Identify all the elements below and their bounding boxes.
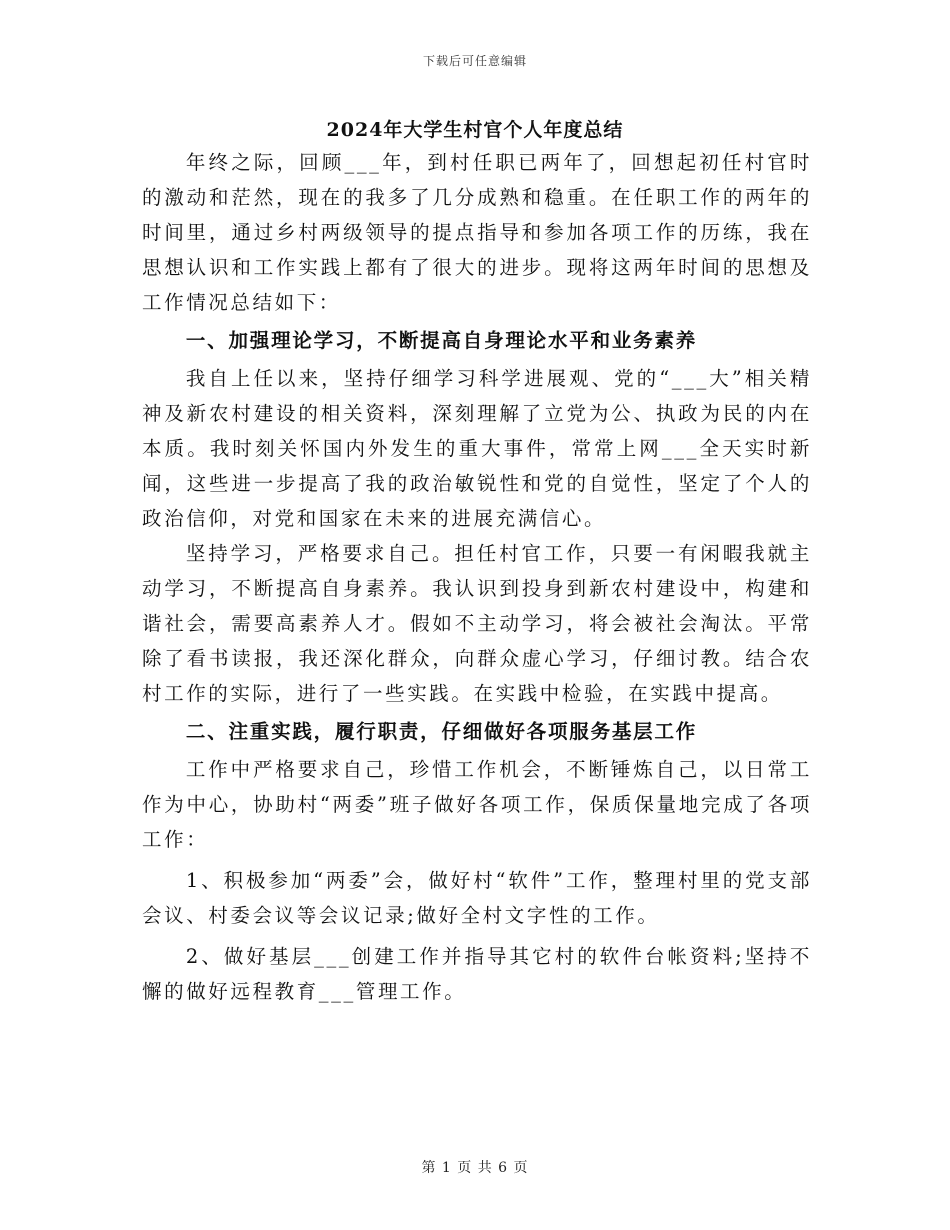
section-heading-2: 二、注重实践，履行职责，仔细做好各项服务基层工作 [185,720,698,743]
paragraph-work-overview: 工作中严格要求自己，珍惜工作机会，不断锤炼自己，以日常工作为中心，协助村“两委”班子做好各项工作，保质保量地完成了各项工作： [142,758,812,851]
list-item-1: 1、积极参加“两委”会，做好村“软件”工作，整理村里的党支部会议、村委会议等会议记录;做好全村文字性的工作。 [142,869,812,927]
header-note: 下载后可任意编辑 [422,54,527,68]
document-body [142,145,812,1009]
paragraph-theory-study: 我自上任以来，坚持仔细学习科学进展观、党的“___大”相关精神及新农村建设的相关资料，深刻理解了立党为公、执政为民的内在本质。我时刻关怀国内外发生的重大事件，常常上网___全天实时新闻，这些进一步提高了我的政治敏锐性和党的自觉性，坚定了个人的政治信仰，对党和国家在未来的进展充满信心。 [142,367,812,530]
list-item-2: 2、做好基层___创建工作并指导其它村的软件台帐资料;坚持不懈的做好远程教育___管理工作。 [142,945,812,1003]
section-heading-1: 一、加强理论学习，不断提高自身理论水平和业务素养 [185,329,698,352]
paragraph-self-discipline: 坚持学习，严格要求自己。担任村官工作，只要一有闲暇我就主动学习，不断提高自身素养。我认识到投身到新农村建设中，构建和谐社会，需要高素养人才。假如不主动学习，将会被社会淘汰。平常除了看书读报，我还深化群众，向群众虚心学习，仔细讨教。结合农村工作的实际，进行了一些实践。在实践中检验，在实践中提高。 [142,542,812,705]
paragraph-intro: 年终之际，回顾___年，到村任职已两年了，回想起初任村官时的激动和茫然，现在的我多了几分成熟和稳重。在任职工作的两年的时间里，通过乡村两级领导的提点指导和参加各项工作的历练，我在思想认识和工作实践上都有了很大的进步。现将这两年时间的思想及工作情况总结如下： [142,151,812,314]
page-number: 第 1 页 共 6 页 [421,1160,529,1176]
document-title: 2024年大学生村官个人年度总结 [326,119,624,141]
